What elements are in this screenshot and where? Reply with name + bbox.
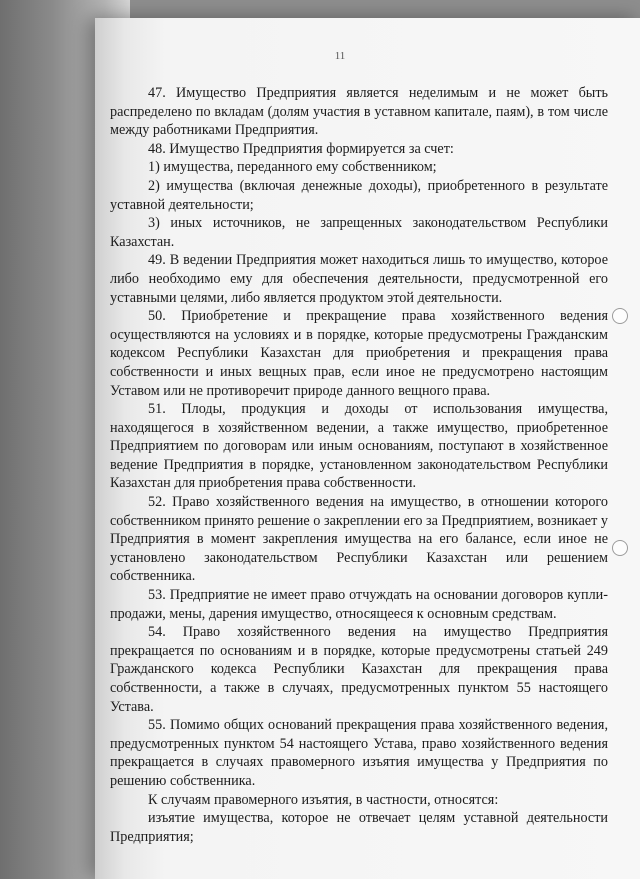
- paragraph-50: 50. Приобретение и прекращение права хозяйственного ведения осуществляются на условиях и в порядке, которые предусмотрены Гражданским кодексом Республики Казахстан для приобретения и прекращения права собственности и иных вещных прав, если иное не предусмотрено настоящим Уставом или не противоречит природе данного вещного права.: [110, 308, 608, 399]
- paragraph-47: 47. Имущество Предприятия является неделимым и не может быть распределено по вкладам (долям участия в уставном капитале, паям), в том числе между работниками Предприятия.: [110, 85, 608, 139]
- paragraph-52: 52. Право хозяйственного ведения на имущество, в отношении которого собственником принято решение о закреплении его за Предприятием, возникает у Предприятия в момент закрепления имущества на его балансе, если иное не установлено законодательством Республики Казахстан или решением собственника.: [110, 494, 608, 585]
- paragraph-51: 51. Плоды, продукция и доходы от использования имущества, находящегося в хозяйственном ведении, а также имущество, приобретенное Предприятием по договорам или иным основаниям, поступают в хозяйственное ведение Предприятия в порядке, установленном законодательством Республики Казахстан для приобретения права собственности.: [110, 401, 608, 492]
- paragraph-48-item-3: 3) иных источников, не запрещенных законодательством Республики Казахстан.: [110, 215, 608, 250]
- paragraph-54: 54. Право хозяйственного ведения на имущество Предприятия прекращается по основаниям и в порядке, которые предусмотрены статьей 249 Гражданского кодекса Республики Казахстан для прекращения права собственности, а также в случаях, предусмотренных пунктом 55 настоящего Устава.: [110, 624, 608, 715]
- paragraph-48-item-1: 1) имущества, переданного ему собственником;: [148, 159, 437, 176]
- paragraph-55-intro: К случаям правомерного изъятия, в частности, относятся:: [148, 791, 499, 808]
- page-number: 11: [334, 50, 346, 62]
- punch-hole-top: [612, 308, 628, 324]
- paragraph-55: 55. Помимо общих оснований прекращения права хозяйственного ведения, предусмотренных пунктом 54 настоящего Устава, право хозяйственного ведения прекращается в случаях правомерного изъятия имущества у Предприятия по решению собственника.: [110, 717, 608, 789]
- paragraph-48: 48. Имущество Предприятия формируется за счет:: [148, 140, 454, 157]
- document-body: [110, 84, 608, 846]
- paragraph-53: 53. Предприятие не имеет право отчуждать на основании договоров купли-продажи, мены, дарения имущество, относящееся к основным средствам.: [110, 587, 608, 622]
- paragraph-48-item-2: 2) имущества (включая денежные доходы), приобретенного в результате уставной деятельности;: [110, 177, 608, 213]
- paragraph-55-item: изъятие имущества, которое не отвечает целям уставной деятельности Предприятия;: [110, 810, 608, 845]
- paragraph-49: 49. В ведении Предприятия может находиться лишь то имущество, которое либо необходимо ему для обеспечения деятельности, предусмотренной его уставными целями, либо является продуктом этой деятельности.: [110, 252, 608, 306]
- punch-hole-bottom: [612, 540, 628, 556]
